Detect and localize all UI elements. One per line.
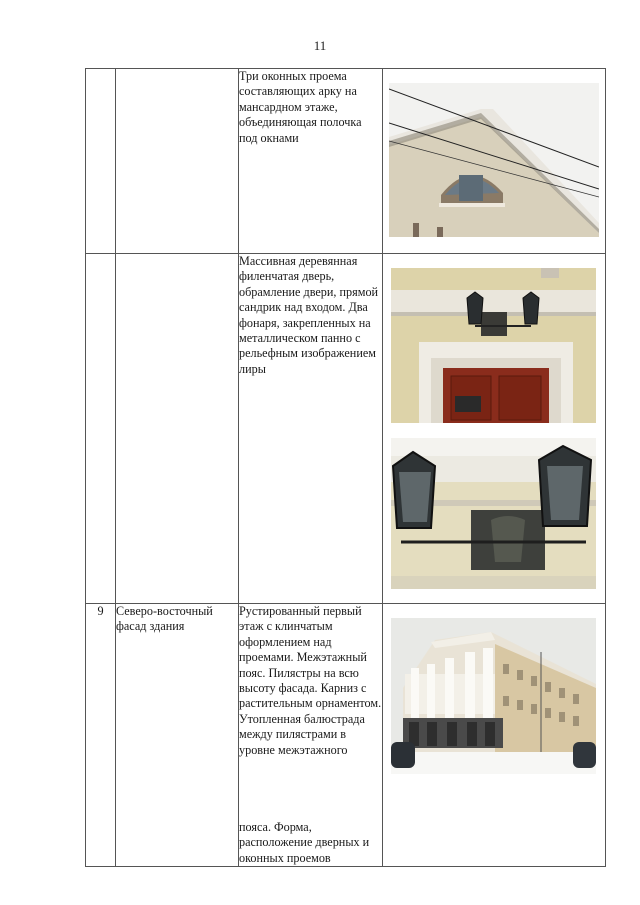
building-arched-windows-photo	[389, 83, 599, 237]
description-text: Рустированный первый этаж с клинчатым оформлением над проемами. Межэтажный пояс. Пилястры на всю высоту фасада. Карниз с растительным орнаментом. Утопленная балюстрада между пилястрами в уровне межэтажного	[239, 604, 382, 757]
description-cell: Массивная деревянная филенчатая дверь, обрамление двери, прямой сандрик над входом. Два фонаря, закрепленных на металлическом панно с рельефным изображением лиры	[239, 254, 383, 604]
lanterns-lyre-panel-photo	[391, 438, 596, 589]
description-cell: Три оконных проема составляющих арку на мансардном этаже, объединяющая полочка под окнами	[239, 69, 383, 254]
monument-elements-table	[85, 68, 606, 867]
photo-cell	[383, 254, 606, 604]
photo-cell	[383, 604, 606, 867]
element-name-cell	[116, 254, 239, 604]
entrance-door-lanterns-photo	[391, 268, 596, 423]
photo-cell	[383, 69, 606, 254]
table-row	[86, 69, 606, 254]
description-continuation: пояса. Форма, расположение дверных и оконных проемов	[239, 820, 370, 865]
element-name-cell: Северо-восточный фасад здания	[116, 604, 239, 867]
table-row	[86, 604, 606, 867]
page-number: 11	[313, 38, 327, 53]
table-row	[86, 254, 606, 604]
row-number-cell	[86, 254, 116, 604]
element-name-cell	[116, 69, 239, 254]
row-number-cell	[86, 69, 116, 254]
description-cell	[239, 604, 383, 867]
northeast-facade-photo	[391, 618, 596, 774]
row-number-cell: 9	[86, 604, 116, 867]
